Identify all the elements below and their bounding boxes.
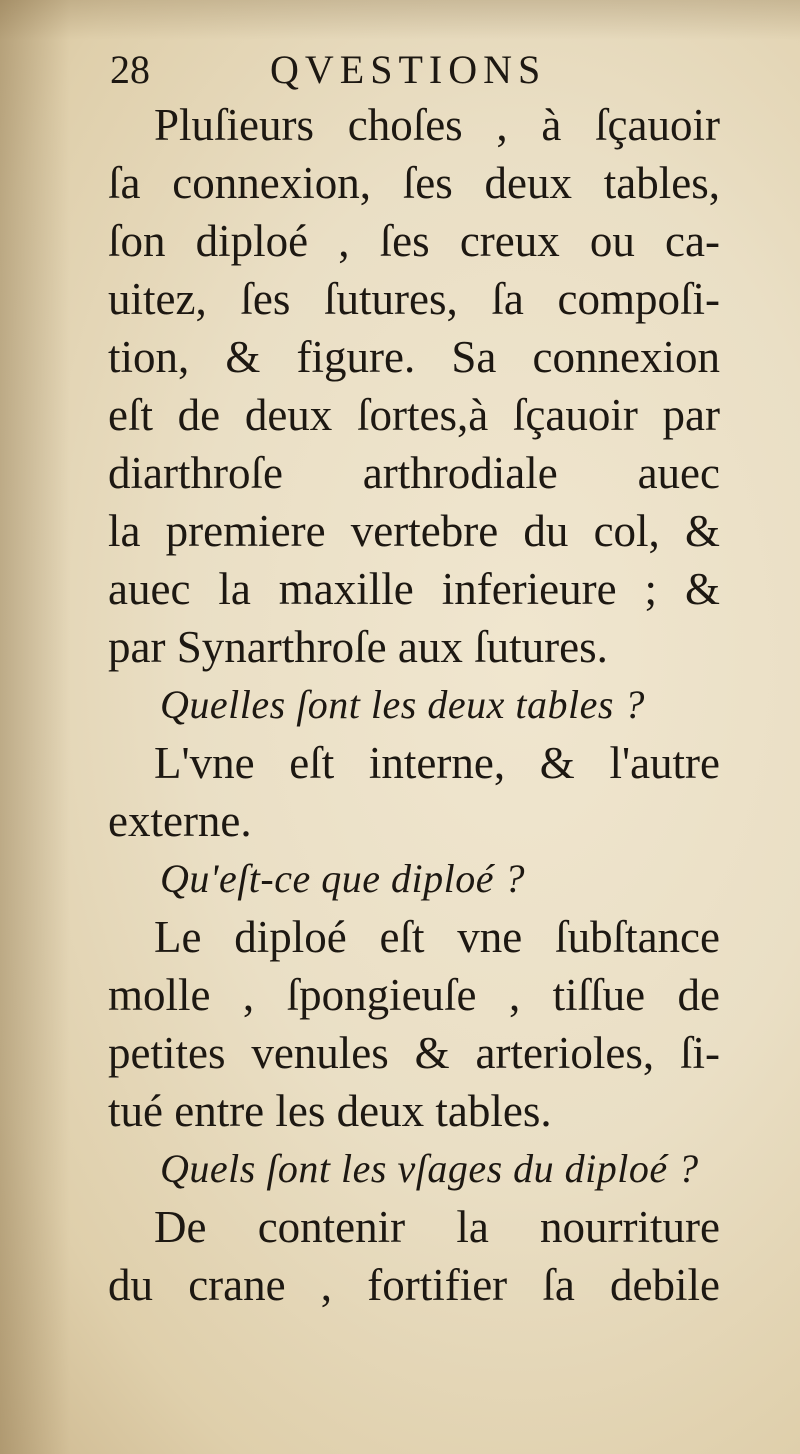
text-line: tion, & figure. Sa connexion [108,332,720,382]
text-line: Pluſieurs choſes , à ſçauoir [154,100,720,150]
question-heading: Quelles ſont les deux tables ? [160,682,645,727]
text-line: molle , ſpongieuſe , tiſſue de [108,970,720,1020]
text-line: par Synarthroſe aux ſutures. [108,622,608,672]
text-line: externe. [108,796,252,846]
text-line: petites venules & arterioles, ſi- [108,1028,720,1078]
running-title: QVESTIONS [270,47,547,92]
question-heading: Qu'eſt-ce que diploé ? [160,856,525,901]
body-text [108,96,720,1314]
question-heading: Quels ſont les vſages du diploé ? [160,1146,699,1191]
text-line: Le diploé eſt vne ſubſtance [154,912,720,962]
text-line: eſt de deux ſortes,à ſçauoir par [108,390,720,440]
text-line: De contenir la nourriture [154,1202,720,1252]
text-line: L'vne eſt interne, & l'autre [154,738,720,788]
text-line: uitez, ſes ſutures, ſa compoſi- [108,274,720,324]
page-number: 28 [110,47,150,92]
text-line: du crane , fortifier ſa debile [108,1260,720,1310]
text-line: tué entre les deux tables. [108,1086,552,1136]
text-line: ſa connexion, ſes deux tables, [108,158,720,208]
text-line: la premiere vertebre du col, & [108,506,720,556]
text-line: auec la maxille inferieure ; & [108,564,720,614]
page-shadow-top [0,0,800,40]
text-line: diarthroſe arthrodiale auec [108,448,720,498]
running-head [110,44,710,104]
page-shadow-left [0,0,70,1454]
text-line: ſon diploé , ſes creux ou ca- [108,216,720,266]
